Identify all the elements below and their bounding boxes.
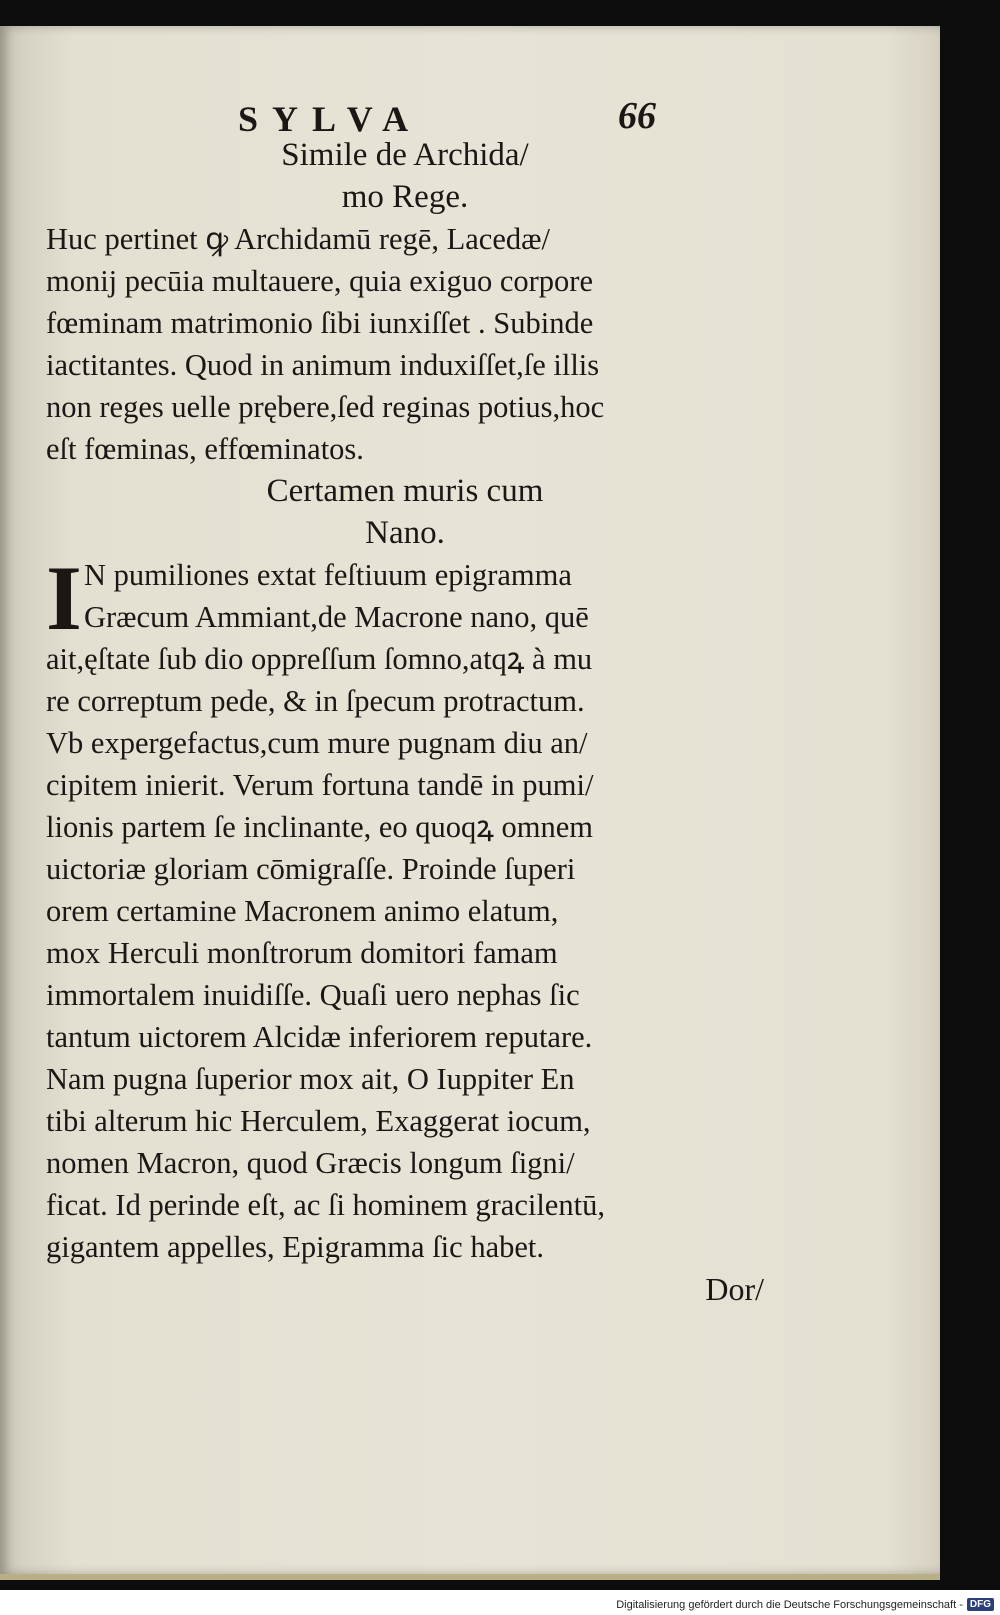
heading-line: Simile de Archida/: [281, 137, 529, 173]
heading-line: mo Rege.: [341, 179, 469, 215]
credit-text: Digitalisierung gefördert durch die Deutsche Forschungsgemeinschaft -: [616, 1598, 963, 1611]
text-line: eſt fœminas, effœminatos.: [46, 432, 364, 466]
text-line: tibi alterum hic Herculem, Exaggerat iocum,: [46, 1104, 591, 1138]
text-line: iactitantes. Quod in animum induxiſſet,ſe illis: [46, 348, 600, 382]
text-line: monĳ pecūia multauere, quia exiguo corpore: [46, 264, 594, 298]
text-line: nomen Macron, quod Græcis longum ſigni/: [46, 1146, 575, 1180]
text-line: uictoriæ gloriam cōmigraſſe. Proinde ſuperi: [46, 852, 576, 886]
text-line: N pumiliones extat feſtiuum epigramma: [84, 558, 572, 592]
text-line: non reges uelle prębere,ſed reginas potius,hoc: [46, 390, 605, 424]
running-head-title: SYLVA: [238, 99, 423, 139]
section-heading-certamen: [46, 470, 764, 554]
page-number: 66: [618, 95, 656, 137]
text-line: cipitem inierit. Verum fortuna tandē in pumi/: [46, 768, 594, 802]
dfg-logo: DFG: [967, 1598, 994, 1611]
page-text-block: [46, 76, 764, 1310]
text-line: ficat. Id perinde eſt, ac ſi hominem gracilentū,: [46, 1188, 605, 1222]
book-page: [0, 26, 940, 1580]
catchword: Dor/: [705, 1271, 764, 1307]
digitization-credit: [616, 1598, 994, 1611]
text-line: Nam pugna ſuperior mox ait, O Iuppiter En: [46, 1062, 575, 1096]
text-line: Huc pertinet ꝙ Archidamū regē, Lacedæ/: [46, 222, 550, 256]
text-line: tantum uictorem Alcidæ inferiorem reputare.: [46, 1020, 593, 1054]
text-line: re correptum pede, & in ſpecum protractum.: [46, 684, 585, 718]
drop-cap-initial: I: [46, 547, 82, 649]
heading-line: Nano.: [365, 515, 445, 551]
text-line: orem certamine Macronem animo elatum,: [46, 894, 559, 928]
paragraph-archidamo: [46, 218, 764, 470]
text-line: gigantem appelles, Epigramma ſic habet.: [46, 1230, 544, 1264]
text-line: ait,ęſtate ſub dio oppreſſum ſomno,atqꝝ à mu: [46, 642, 593, 676]
text-line: Vb expergefactus,cum mure pugnam diu an/: [46, 726, 588, 760]
text-line: immortalem inuidiſſe. Quaſi uero nephas ſic: [46, 978, 580, 1012]
paragraph-certamen: [46, 547, 764, 1268]
heading-line: Certamen muris cum: [266, 473, 544, 509]
section-heading-archidamo: [46, 134, 764, 218]
text-line: lionis partem ſe inclinante, eo quoqꝝ omnem: [46, 810, 594, 844]
text-line: mox Herculi monſtrorum domitori famam: [46, 936, 558, 970]
text-line: fœminam matrimonio ſibi iunxiſſet . Subinde: [46, 306, 594, 340]
text-line: Græcum Ammiant,de Macrone nano, quē: [84, 600, 589, 634]
running-head: [46, 76, 764, 139]
